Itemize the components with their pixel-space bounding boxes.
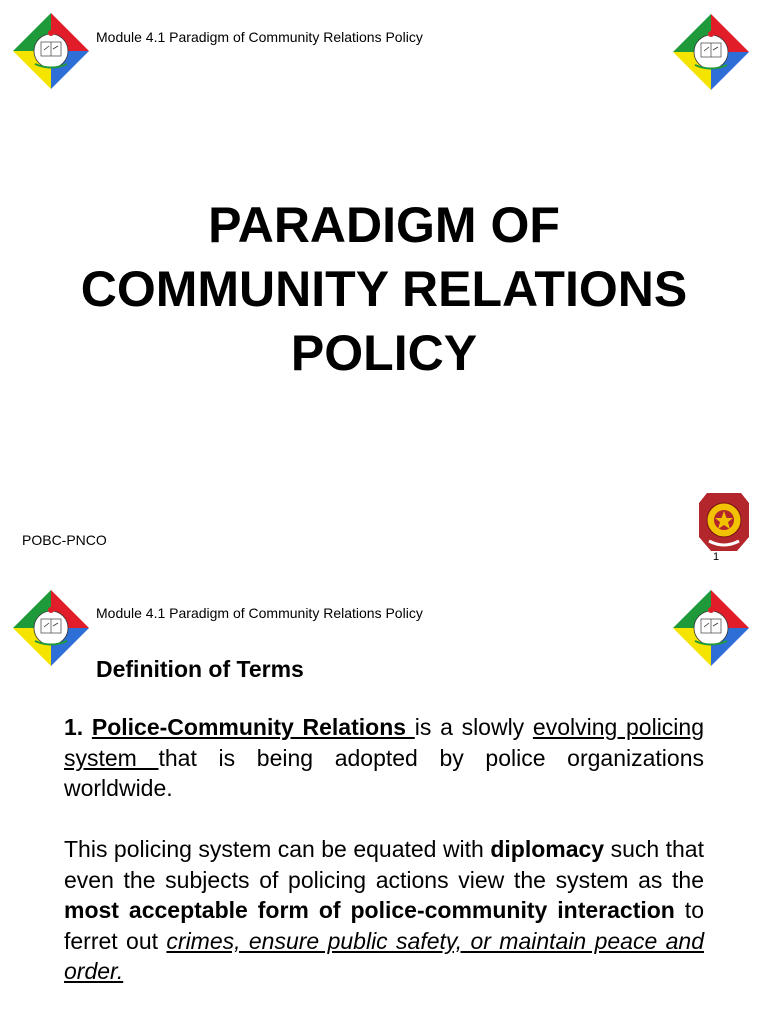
footer-label: POBC-PNCO: [22, 532, 107, 548]
paragraph-text: This policing system can be equated with: [64, 836, 491, 862]
slide-title: [40, 193, 728, 385]
definition-paragraph: [64, 712, 704, 804]
paragraph-text: is a slowly: [414, 714, 533, 740]
academy-diamond-logo-icon: [671, 12, 751, 92]
academy-diamond-logo-icon: [671, 588, 751, 668]
defined-term: Police-Community Relations: [91, 714, 415, 740]
module-header: Module 4.1 Paradigm of Community Relations Policy: [96, 29, 423, 45]
title-line: PARADIGM OF: [208, 197, 560, 253]
title-line: COMMUNITY RELATIONS: [80, 261, 688, 317]
paragraph-text: that is being adopted by police organizations worldwide.: [64, 744, 704, 801]
italic-underlined-phrase: crimes, ensure public safety, or maintain peace and order.: [64, 927, 705, 984]
pnp-seal-icon: [697, 491, 751, 553]
explanation-paragraph: [64, 834, 704, 987]
module-header: Module 4.1 Paradigm of Community Relations Policy: [96, 605, 423, 621]
paragraph-text: such that even the subjects of policing actions view the system as the: [64, 836, 704, 893]
definition-slide: [0, 580, 768, 1024]
academy-diamond-logo-icon: [11, 11, 91, 91]
bold-phrase: most acceptable form of police-community interaction: [64, 897, 675, 923]
title-line: POLICY: [290, 325, 478, 381]
underlined-phrase: evolving policing system: [64, 714, 704, 771]
page-number: 1: [713, 551, 720, 563]
bold-phrase: diplomacy: [490, 836, 605, 862]
academy-diamond-logo-icon: [11, 588, 91, 668]
term-number: 1.: [64, 714, 92, 740]
section-heading: Definition of Terms: [96, 656, 304, 682]
paragraph-text: to ferret out: [64, 897, 704, 954]
